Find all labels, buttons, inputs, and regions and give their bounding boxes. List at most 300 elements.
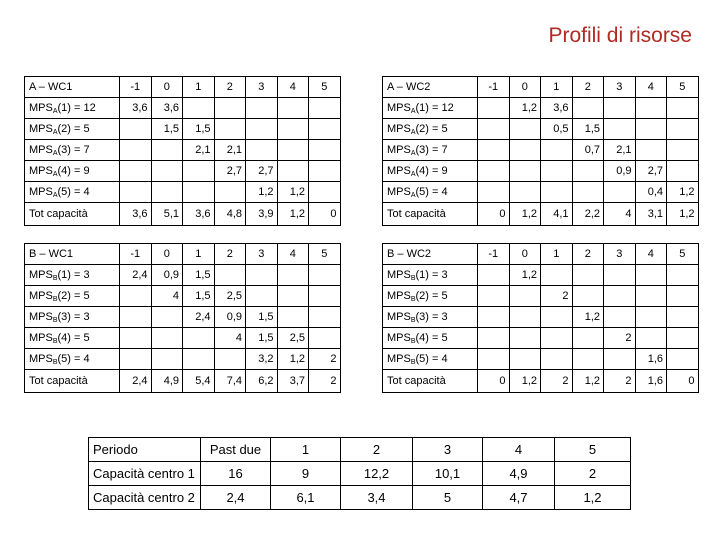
row-label-subscript: A — [410, 191, 416, 199]
total-cell: 1,2 — [667, 203, 699, 226]
data-cell: 3,6 — [151, 98, 183, 119]
data-cell — [667, 328, 699, 349]
row-label-prefix: MPS — [387, 143, 411, 156]
data-cell — [309, 182, 341, 203]
row-label-prefix: MPS — [29, 122, 53, 135]
period-header: -1 — [478, 244, 510, 265]
total-cell: 3,9 — [246, 203, 278, 226]
row-label — [383, 265, 478, 286]
data-cell — [277, 307, 309, 328]
data-cell: 2 — [309, 349, 341, 370]
data-cell — [120, 286, 152, 307]
table-row — [383, 98, 699, 119]
period-header: -1 — [478, 77, 510, 98]
summary-period-header: 3 — [413, 438, 483, 462]
summary-cell: 6,1 — [271, 486, 341, 510]
data-cell — [277, 161, 309, 182]
table-row — [383, 119, 699, 140]
table-row — [25, 286, 341, 307]
data-cell — [509, 349, 541, 370]
data-cell: 1,2 — [509, 98, 541, 119]
row-label-suffix: (3) = 3 — [57, 310, 90, 323]
data-cell — [572, 182, 604, 203]
total-cell: 3,1 — [635, 203, 667, 226]
total-label: Tot capacità — [25, 203, 120, 226]
data-cell — [509, 182, 541, 203]
row-label — [25, 98, 120, 119]
data-cell: 3,2 — [246, 349, 278, 370]
row-label-subscript: B — [410, 337, 416, 345]
data-cell — [478, 119, 510, 140]
row-label-suffix: (1) = 12 — [415, 101, 454, 114]
data-cell — [667, 98, 699, 119]
row-label-prefix: MPS — [387, 268, 411, 281]
data-cell: 2,4 — [120, 265, 152, 286]
row-label-suffix: (1) = 12 — [57, 101, 96, 114]
total-cell: 1,2 — [509, 203, 541, 226]
total-label: Tot capacità — [25, 370, 120, 393]
period-header: 1 — [541, 244, 573, 265]
total-cell: 3,6 — [183, 203, 215, 226]
period-header: 5 — [667, 77, 699, 98]
data-cell — [183, 161, 215, 182]
summary-period-header: 2 — [341, 438, 413, 462]
row-label — [383, 328, 478, 349]
period-header: 2 — [572, 77, 604, 98]
row-label-subscript: A — [410, 107, 416, 115]
data-cell — [604, 182, 636, 203]
table-a-wc1 — [24, 76, 341, 226]
data-cell: 1,5 — [183, 119, 215, 140]
data-cell — [572, 328, 604, 349]
data-cell — [509, 328, 541, 349]
period-header: 0 — [151, 77, 183, 98]
row-label — [383, 349, 478, 370]
data-cell — [277, 286, 309, 307]
page-title: Profili di risorse — [548, 24, 692, 47]
row-label-subscript: B — [410, 274, 416, 282]
data-cell: 2,1 — [214, 140, 246, 161]
period-header: 5 — [309, 77, 341, 98]
data-cell: 3,6 — [120, 98, 152, 119]
data-cell — [667, 119, 699, 140]
row-label — [25, 265, 120, 286]
total-cell: 0 — [667, 370, 699, 393]
row-label-suffix: (4) = 5 — [415, 331, 448, 344]
row-label-suffix: (3) = 7 — [57, 143, 90, 156]
data-cell: 3,6 — [541, 98, 573, 119]
data-cell — [183, 328, 215, 349]
period-header: 0 — [151, 244, 183, 265]
header-row — [25, 77, 341, 98]
data-cell — [604, 286, 636, 307]
data-cell — [541, 182, 573, 203]
data-cell: 2,1 — [604, 140, 636, 161]
data-cell: 0,4 — [635, 182, 667, 203]
period-header: 2 — [214, 77, 246, 98]
data-cell — [183, 349, 215, 370]
total-cell: 4 — [604, 203, 636, 226]
row-label — [25, 161, 120, 182]
row-label — [25, 182, 120, 203]
data-cell — [509, 286, 541, 307]
data-cell — [635, 328, 667, 349]
data-cell — [309, 119, 341, 140]
table-row — [383, 307, 699, 328]
summary-cell: 16 — [201, 462, 271, 486]
period-header: -1 — [120, 77, 152, 98]
data-cell — [667, 161, 699, 182]
table-row — [25, 161, 341, 182]
total-cell: 3,7 — [277, 370, 309, 393]
row-label-prefix: MPS — [29, 185, 53, 198]
table-title: B – WC1 — [25, 244, 120, 265]
row-label — [25, 119, 120, 140]
data-cell — [604, 349, 636, 370]
data-cell — [120, 182, 152, 203]
data-cell — [541, 265, 573, 286]
row-label-prefix: MPS — [29, 164, 53, 177]
data-cell — [667, 265, 699, 286]
data-cell — [509, 307, 541, 328]
total-cell: 7,4 — [214, 370, 246, 393]
total-cell: 2 — [309, 370, 341, 393]
row-label-subscript: B — [410, 316, 416, 324]
total-cell: 1,2 — [277, 203, 309, 226]
data-cell — [572, 161, 604, 182]
data-cell — [214, 182, 246, 203]
row-label — [383, 307, 478, 328]
data-cell — [572, 286, 604, 307]
summary-period-header: Past due — [201, 438, 271, 462]
table-row — [25, 265, 341, 286]
data-cell — [572, 349, 604, 370]
data-cell — [246, 119, 278, 140]
row-label-suffix: (2) = 5 — [57, 289, 90, 302]
table-row — [383, 286, 699, 307]
data-cell — [183, 98, 215, 119]
summary-header-row — [89, 438, 631, 462]
data-cell — [509, 161, 541, 182]
row-label — [383, 119, 478, 140]
period-header: 1 — [541, 77, 573, 98]
row-label-suffix: (2) = 5 — [57, 122, 90, 135]
table-row — [25, 328, 341, 349]
data-cell — [478, 307, 510, 328]
data-cell: 0,9 — [604, 161, 636, 182]
data-cell — [478, 140, 510, 161]
summary-cell: 4,9 — [483, 462, 555, 486]
summary-row-label: Capacità centro 2 — [89, 486, 201, 510]
total-cell: 4,1 — [541, 203, 573, 226]
row-label — [25, 328, 120, 349]
row-label-subscript: B — [52, 295, 58, 303]
row-label-prefix: MPS — [387, 289, 411, 302]
data-cell — [478, 161, 510, 182]
data-cell: 1,2 — [246, 182, 278, 203]
data-cell — [635, 307, 667, 328]
data-cell — [309, 265, 341, 286]
data-cell — [120, 119, 152, 140]
data-cell: 0,7 — [572, 140, 604, 161]
row-label-subscript: B — [410, 358, 416, 366]
data-cell — [635, 98, 667, 119]
total-label: Tot capacità — [383, 203, 478, 226]
table-row — [383, 328, 699, 349]
period-header: 2 — [572, 244, 604, 265]
summary-row — [89, 462, 631, 486]
row-label-subscript: B — [52, 337, 58, 345]
total-cell: 0 — [478, 203, 510, 226]
table-row — [383, 161, 699, 182]
row-label-suffix: (3) = 7 — [415, 143, 448, 156]
row-label-prefix: MPS — [29, 352, 53, 365]
data-cell: 0,9 — [151, 265, 183, 286]
data-cell — [120, 140, 152, 161]
summary-cell: 2 — [555, 462, 631, 486]
data-cell: 2 — [604, 328, 636, 349]
summary-period-label: Periodo — [89, 438, 201, 462]
row-label-suffix: (5) = 4 — [57, 185, 90, 198]
data-cell: 2,7 — [214, 161, 246, 182]
row-label — [25, 140, 120, 161]
row-label-subscript: A — [410, 149, 416, 157]
data-cell — [604, 265, 636, 286]
period-header: 3 — [246, 77, 278, 98]
row-label-suffix: (5) = 4 — [57, 352, 90, 365]
row-label-subscript: A — [52, 107, 58, 115]
data-cell — [151, 161, 183, 182]
data-cell: 0,5 — [541, 119, 573, 140]
data-cell: 2,5 — [214, 286, 246, 307]
data-cell — [151, 182, 183, 203]
data-cell: 4 — [214, 328, 246, 349]
data-cell — [635, 286, 667, 307]
data-cell: 1,2 — [572, 307, 604, 328]
header-row — [25, 244, 341, 265]
total-cell: 4,8 — [214, 203, 246, 226]
summary-cell: 4,7 — [483, 486, 555, 510]
row-label-subscript: A — [410, 128, 416, 136]
data-cell: 2,4 — [183, 307, 215, 328]
data-cell — [478, 349, 510, 370]
row-label-prefix: MPS — [29, 101, 53, 114]
data-cell: 0,9 — [214, 307, 246, 328]
data-cell — [309, 286, 341, 307]
data-cell — [572, 98, 604, 119]
data-cell — [214, 265, 246, 286]
row-label-prefix: MPS — [29, 310, 53, 323]
table-row — [383, 182, 699, 203]
data-cell — [120, 307, 152, 328]
data-cell: 1,6 — [635, 349, 667, 370]
total-cell: 6,2 — [246, 370, 278, 393]
data-cell — [541, 140, 573, 161]
row-label-subscript: A — [52, 191, 58, 199]
data-cell — [478, 328, 510, 349]
row-label-subscript: B — [52, 358, 58, 366]
data-cell: 1,5 — [246, 328, 278, 349]
data-cell — [214, 119, 246, 140]
data-cell: 1,2 — [277, 349, 309, 370]
table-b-wc1 — [24, 243, 341, 393]
data-cell: 1,2 — [667, 182, 699, 203]
period-header: 3 — [246, 244, 278, 265]
data-cell: 4 — [151, 286, 183, 307]
data-cell — [572, 265, 604, 286]
data-cell — [509, 140, 541, 161]
row-label-subscript: B — [410, 295, 416, 303]
table-row — [25, 140, 341, 161]
row-label-subscript: A — [410, 170, 416, 178]
table-row — [383, 265, 699, 286]
row-label-subscript: A — [52, 149, 58, 157]
table-row — [25, 98, 341, 119]
total-label: Tot capacità — [383, 370, 478, 393]
row-label-subscript: B — [52, 274, 58, 282]
total-row — [25, 370, 341, 393]
row-label — [383, 182, 478, 203]
data-cell: 2,5 — [277, 328, 309, 349]
total-cell: 0 — [309, 203, 341, 226]
row-label — [383, 286, 478, 307]
data-cell — [604, 307, 636, 328]
total-cell: 2,4 — [120, 370, 152, 393]
data-cell — [635, 140, 667, 161]
data-cell — [541, 328, 573, 349]
data-cell — [509, 119, 541, 140]
period-header: 0 — [509, 77, 541, 98]
data-cell — [604, 119, 636, 140]
total-cell: 1,2 — [572, 370, 604, 393]
row-label — [25, 349, 120, 370]
row-label — [25, 307, 120, 328]
data-cell — [120, 328, 152, 349]
period-header: 3 — [604, 244, 636, 265]
data-cell — [541, 349, 573, 370]
data-cell — [183, 182, 215, 203]
row-label-suffix: (4) = 9 — [57, 164, 90, 177]
period-header: 1 — [183, 77, 215, 98]
period-header: 1 — [183, 244, 215, 265]
row-label-suffix: (3) = 3 — [415, 310, 448, 323]
total-cell: 5,1 — [151, 203, 183, 226]
table-row — [25, 349, 341, 370]
data-cell — [120, 349, 152, 370]
period-header: 4 — [277, 77, 309, 98]
total-cell: 0 — [478, 370, 510, 393]
data-cell — [478, 98, 510, 119]
total-cell: 2,2 — [572, 203, 604, 226]
period-header: 0 — [509, 244, 541, 265]
data-cell — [309, 98, 341, 119]
data-cell — [151, 328, 183, 349]
row-label-suffix: (1) = 3 — [57, 268, 90, 281]
summary-cell: 5 — [413, 486, 483, 510]
total-cell: 3,6 — [120, 203, 152, 226]
data-cell: 1,5 — [183, 265, 215, 286]
data-cell: 1,5 — [572, 119, 604, 140]
row-label-prefix: MPS — [387, 310, 411, 323]
period-header: -1 — [120, 244, 152, 265]
row-label-prefix: MPS — [387, 331, 411, 344]
data-cell — [667, 307, 699, 328]
row-label-suffix: (2) = 5 — [415, 122, 448, 135]
table-title: A – WC1 — [25, 77, 120, 98]
row-label-suffix: (1) = 3 — [415, 268, 448, 281]
row-label-suffix: (4) = 9 — [415, 164, 448, 177]
data-cell — [635, 119, 667, 140]
data-cell — [635, 265, 667, 286]
data-cell — [214, 349, 246, 370]
data-cell — [277, 119, 309, 140]
period-header: 5 — [309, 244, 341, 265]
row-label-prefix: MPS — [387, 185, 411, 198]
summary-period-header: 4 — [483, 438, 555, 462]
row-label-suffix: (2) = 5 — [415, 289, 448, 302]
row-label-suffix: (5) = 4 — [415, 352, 448, 365]
summary-cell: 12,2 — [341, 462, 413, 486]
row-label-prefix: MPS — [29, 143, 53, 156]
header-row — [383, 77, 699, 98]
summary-row — [89, 486, 631, 510]
data-cell — [246, 98, 278, 119]
table-row — [383, 140, 699, 161]
row-label-subscript: A — [52, 170, 58, 178]
data-cell — [667, 140, 699, 161]
data-cell — [214, 98, 246, 119]
table-row — [25, 119, 341, 140]
data-cell: 2,7 — [246, 161, 278, 182]
summary-period-header: 5 — [555, 438, 631, 462]
data-cell: 2,7 — [635, 161, 667, 182]
data-cell — [478, 182, 510, 203]
data-cell: 1,2 — [277, 182, 309, 203]
data-cell: 1,5 — [183, 286, 215, 307]
total-row — [383, 203, 699, 226]
table-row — [383, 349, 699, 370]
table-row — [25, 182, 341, 203]
data-cell — [667, 349, 699, 370]
data-cell — [478, 286, 510, 307]
row-label — [383, 98, 478, 119]
total-cell: 4,9 — [151, 370, 183, 393]
summary-cell: 2,4 — [201, 486, 271, 510]
data-cell — [541, 307, 573, 328]
data-cell — [246, 265, 278, 286]
row-label-suffix: (5) = 4 — [415, 185, 448, 198]
data-cell — [667, 286, 699, 307]
summary-cell: 9 — [271, 462, 341, 486]
data-cell — [604, 98, 636, 119]
row-label-prefix: MPS — [387, 101, 411, 114]
data-cell: 1,5 — [246, 307, 278, 328]
table-a-wc2 — [382, 76, 699, 226]
row-label-prefix: MPS — [29, 268, 53, 281]
summary-cell: 1,2 — [555, 486, 631, 510]
summary-row-label: Capacità centro 1 — [89, 462, 201, 486]
data-cell: 2 — [541, 286, 573, 307]
period-header: 4 — [277, 244, 309, 265]
data-cell — [246, 140, 278, 161]
table-row — [25, 307, 341, 328]
table-title: A – WC2 — [383, 77, 478, 98]
data-cell: 2,1 — [183, 140, 215, 161]
data-cell — [309, 161, 341, 182]
header-row — [383, 244, 699, 265]
row-label — [383, 161, 478, 182]
summary-table — [88, 437, 631, 510]
